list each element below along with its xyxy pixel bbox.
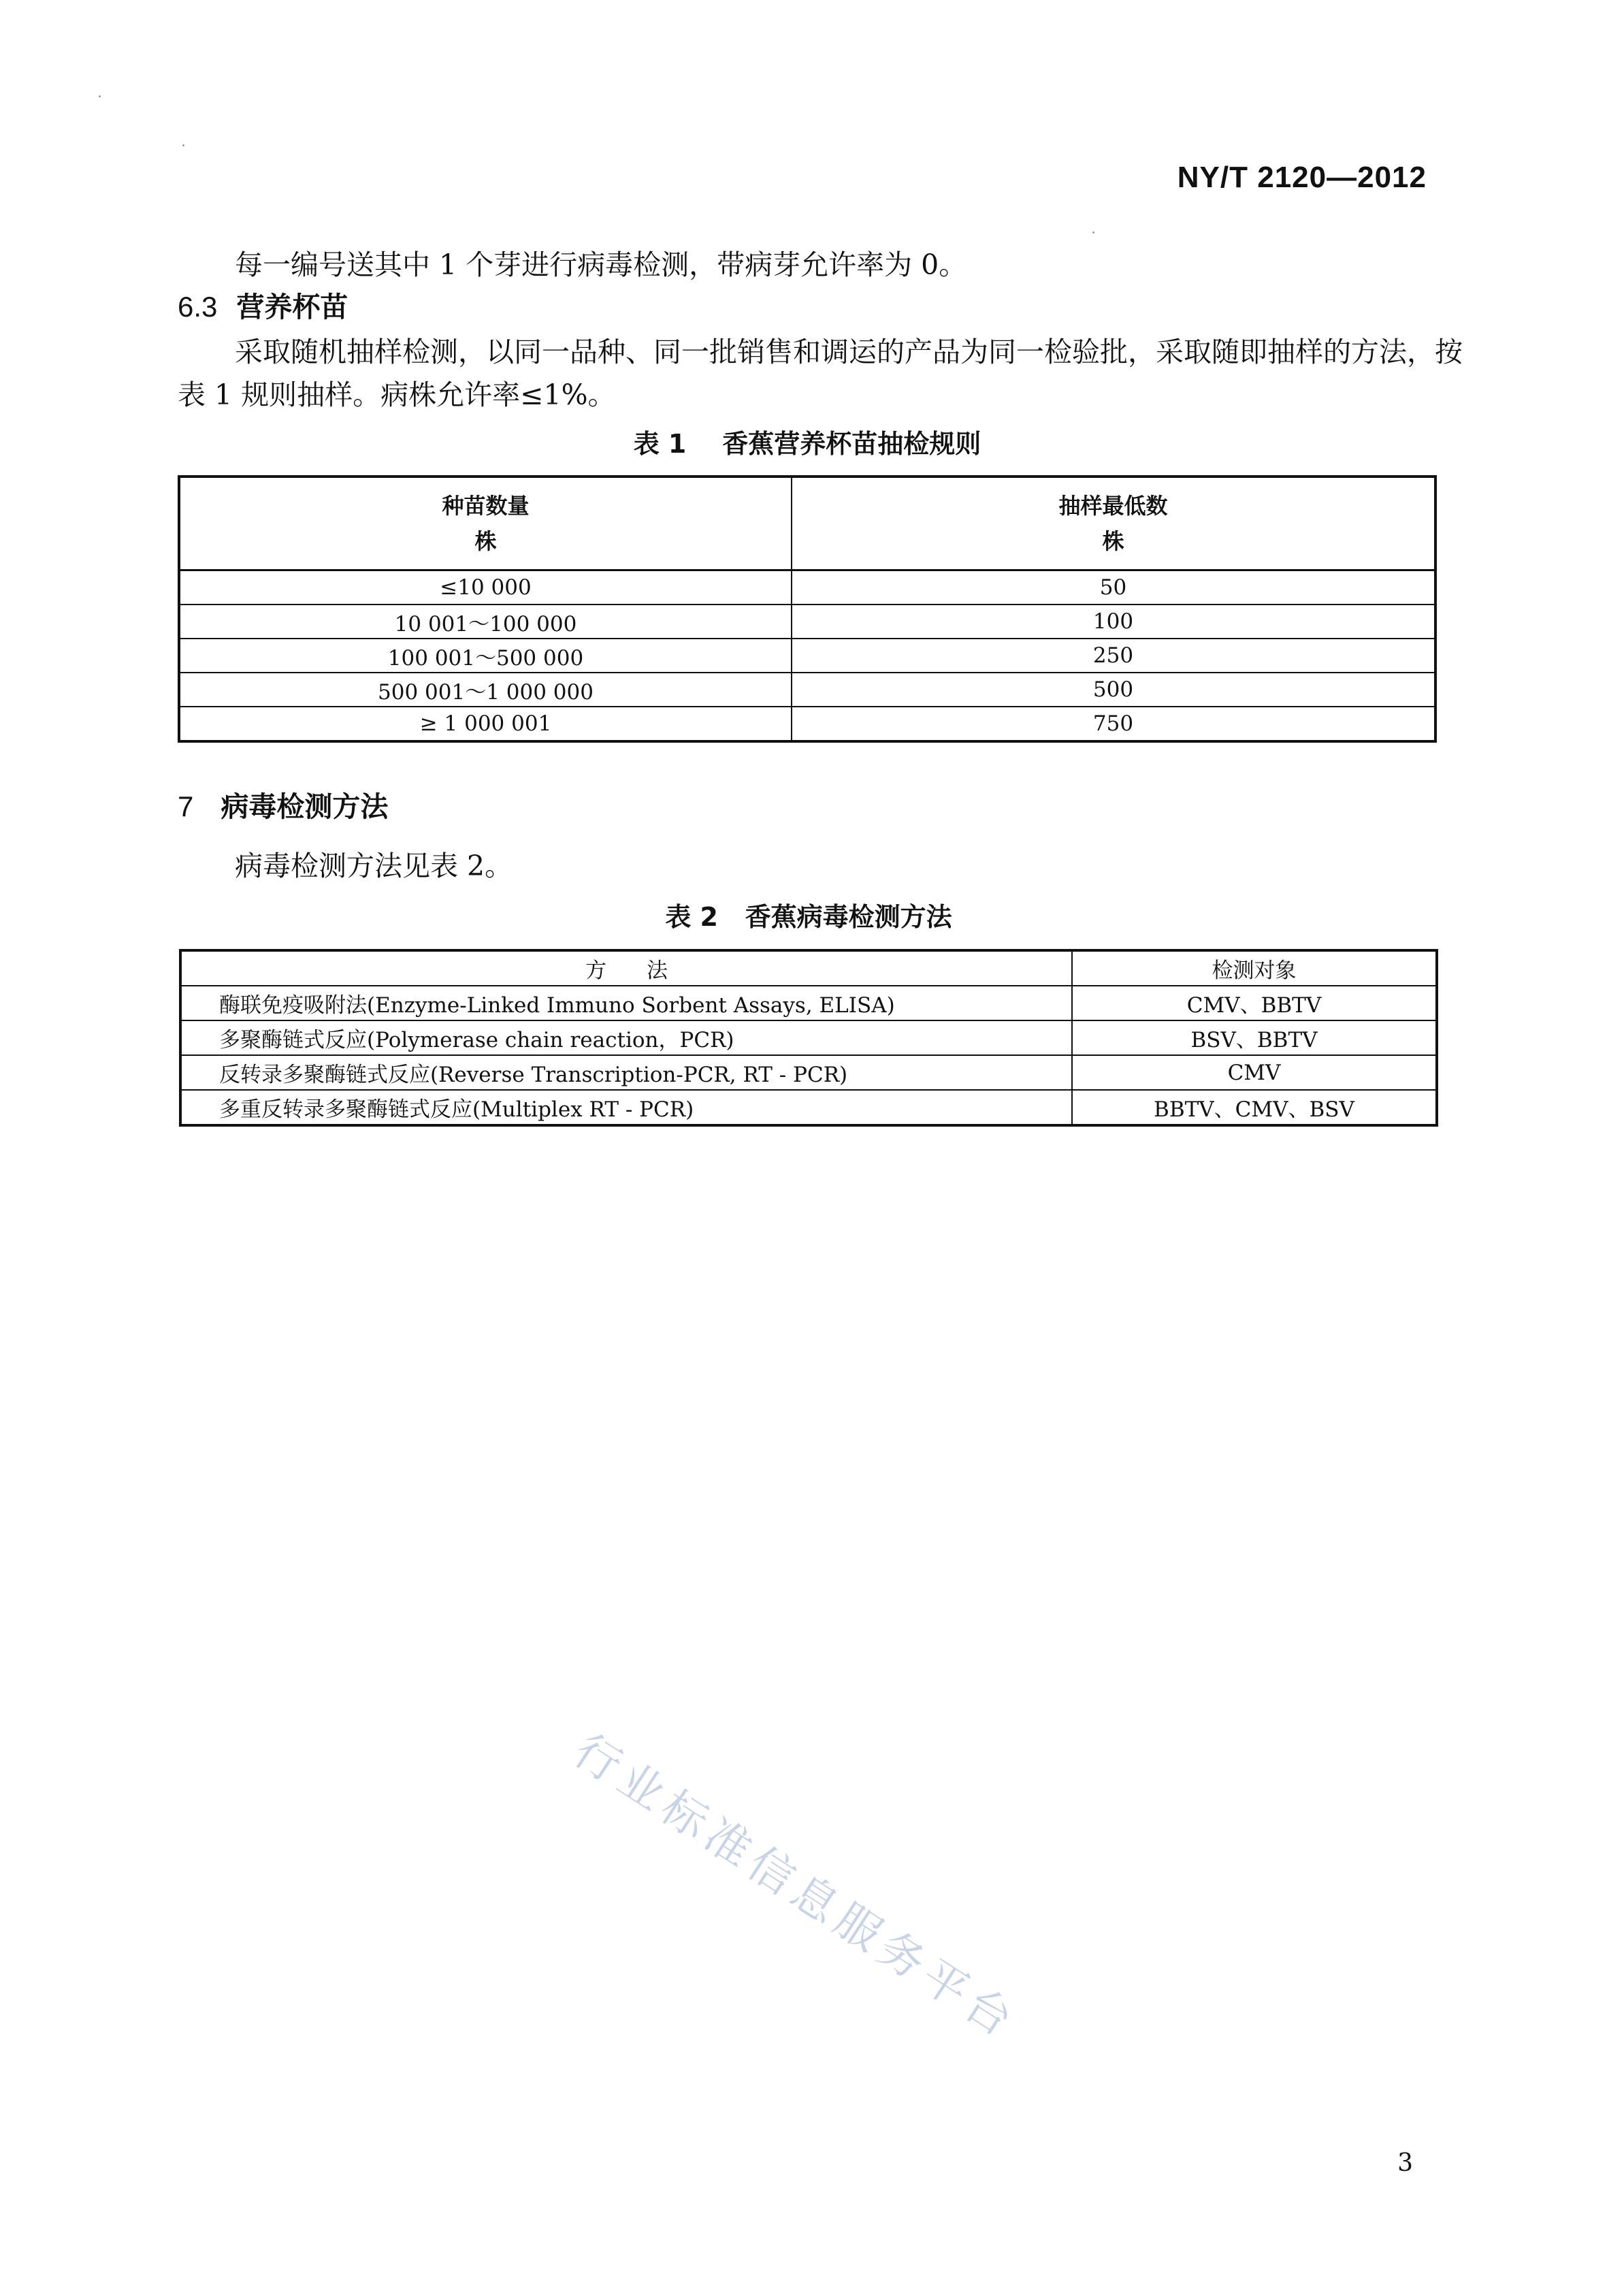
cell-method: 多重反转录多聚酶链式反应(Multiplex RT - PCR) [180, 1090, 1072, 1125]
cell-target: BBTV、CMV、BSV [1072, 1090, 1437, 1125]
table-row [179, 707, 1435, 741]
section-7-heading [178, 784, 388, 824]
page-number: 3 [1397, 2149, 1413, 2177]
section-number: 6.3 [178, 291, 218, 323]
paragraph-bud-testing: 每一编号送其中 1 个芽进行病毒检测，带病芽允许率为 0。 [235, 248, 967, 281]
table1-sampling-rules [178, 475, 1437, 743]
cell-min-sample: 50 [792, 570, 1435, 605]
table-row [179, 570, 1435, 605]
cell-method: 反转录多聚酶链式反应(Reverse Transcription-PCR, RT - PCR) [180, 1055, 1072, 1090]
cell-target: BSV、BBTV [1072, 1020, 1437, 1055]
table-header-row [180, 950, 1437, 986]
cell-min-sample: 750 [792, 707, 1435, 741]
scan-speck [1092, 231, 1094, 233]
cell-quantity: 500 001～1 000 000 [179, 673, 792, 707]
cell-min-sample: 250 [792, 639, 1435, 673]
column-header-target: 检测对象 [1072, 950, 1437, 986]
column-header-method: 方 法 [180, 950, 1072, 986]
section-title: 病毒检测方法 [221, 790, 389, 823]
cell-quantity: ≤10 000 [179, 570, 792, 605]
paragraph-sampling-line2: 表 1 规则抽样。病株允许率≤1%。 [178, 378, 616, 411]
cell-quantity: 100 001～500 000 [179, 639, 792, 673]
table-row [180, 1055, 1437, 1090]
paragraph-method-ref: 病毒检测方法见表 2。 [235, 850, 513, 882]
table2-virus-detection-methods [179, 949, 1438, 1127]
section-number: 7 [178, 790, 194, 822]
scan-speck [99, 95, 101, 97]
column-header-quantity: 种苗数量 株 [179, 477, 792, 570]
cell-min-sample: 100 [792, 605, 1435, 639]
cell-method: 酶联免疫吸附法(Enzyme-Linked Immuno Sorbent Assays, ELISA) [180, 986, 1072, 1020]
table-header-row [179, 477, 1435, 570]
cell-target: CMV [1072, 1055, 1437, 1090]
cell-method: 多聚酶链式反应(Polymerase chain reaction，PCR) [180, 1020, 1072, 1055]
table-row [179, 673, 1435, 707]
table-row [179, 605, 1435, 639]
cell-target: CMV、BBTV [1072, 986, 1437, 1020]
cell-quantity: ≥ 1 000 001 [179, 707, 792, 741]
watermark: 行业标准信息服务平台 [564, 1724, 1028, 2050]
table-row [179, 639, 1435, 673]
table-row [180, 1090, 1437, 1125]
column-header-min-sample: 抽样最低数 株 [792, 477, 1435, 570]
cell-min-sample: 500 [792, 673, 1435, 707]
table-row [180, 1020, 1437, 1055]
paragraph-sampling-line1: 采取随机抽样检测，以同一品种、同一批销售和调运的产品为同一检验批，采取随即抽样的方法，按 [235, 336, 1463, 368]
section-6-3-heading [178, 285, 348, 325]
table2-caption: 表 2 香蕉病毒检测方法 [665, 902, 952, 932]
cell-quantity: 10 001～100 000 [179, 605, 792, 639]
standard-number: NY/T 2120—2012 [1177, 161, 1427, 194]
scan-speck [182, 144, 184, 146]
table-row [180, 986, 1437, 1020]
section-title: 营养杯苗 [236, 291, 348, 323]
table1-caption: 表 1 香蕉营养杯苗抽检规则 [633, 429, 981, 459]
unit-label: 株 [474, 528, 497, 554]
unit-label: 株 [1102, 528, 1124, 554]
